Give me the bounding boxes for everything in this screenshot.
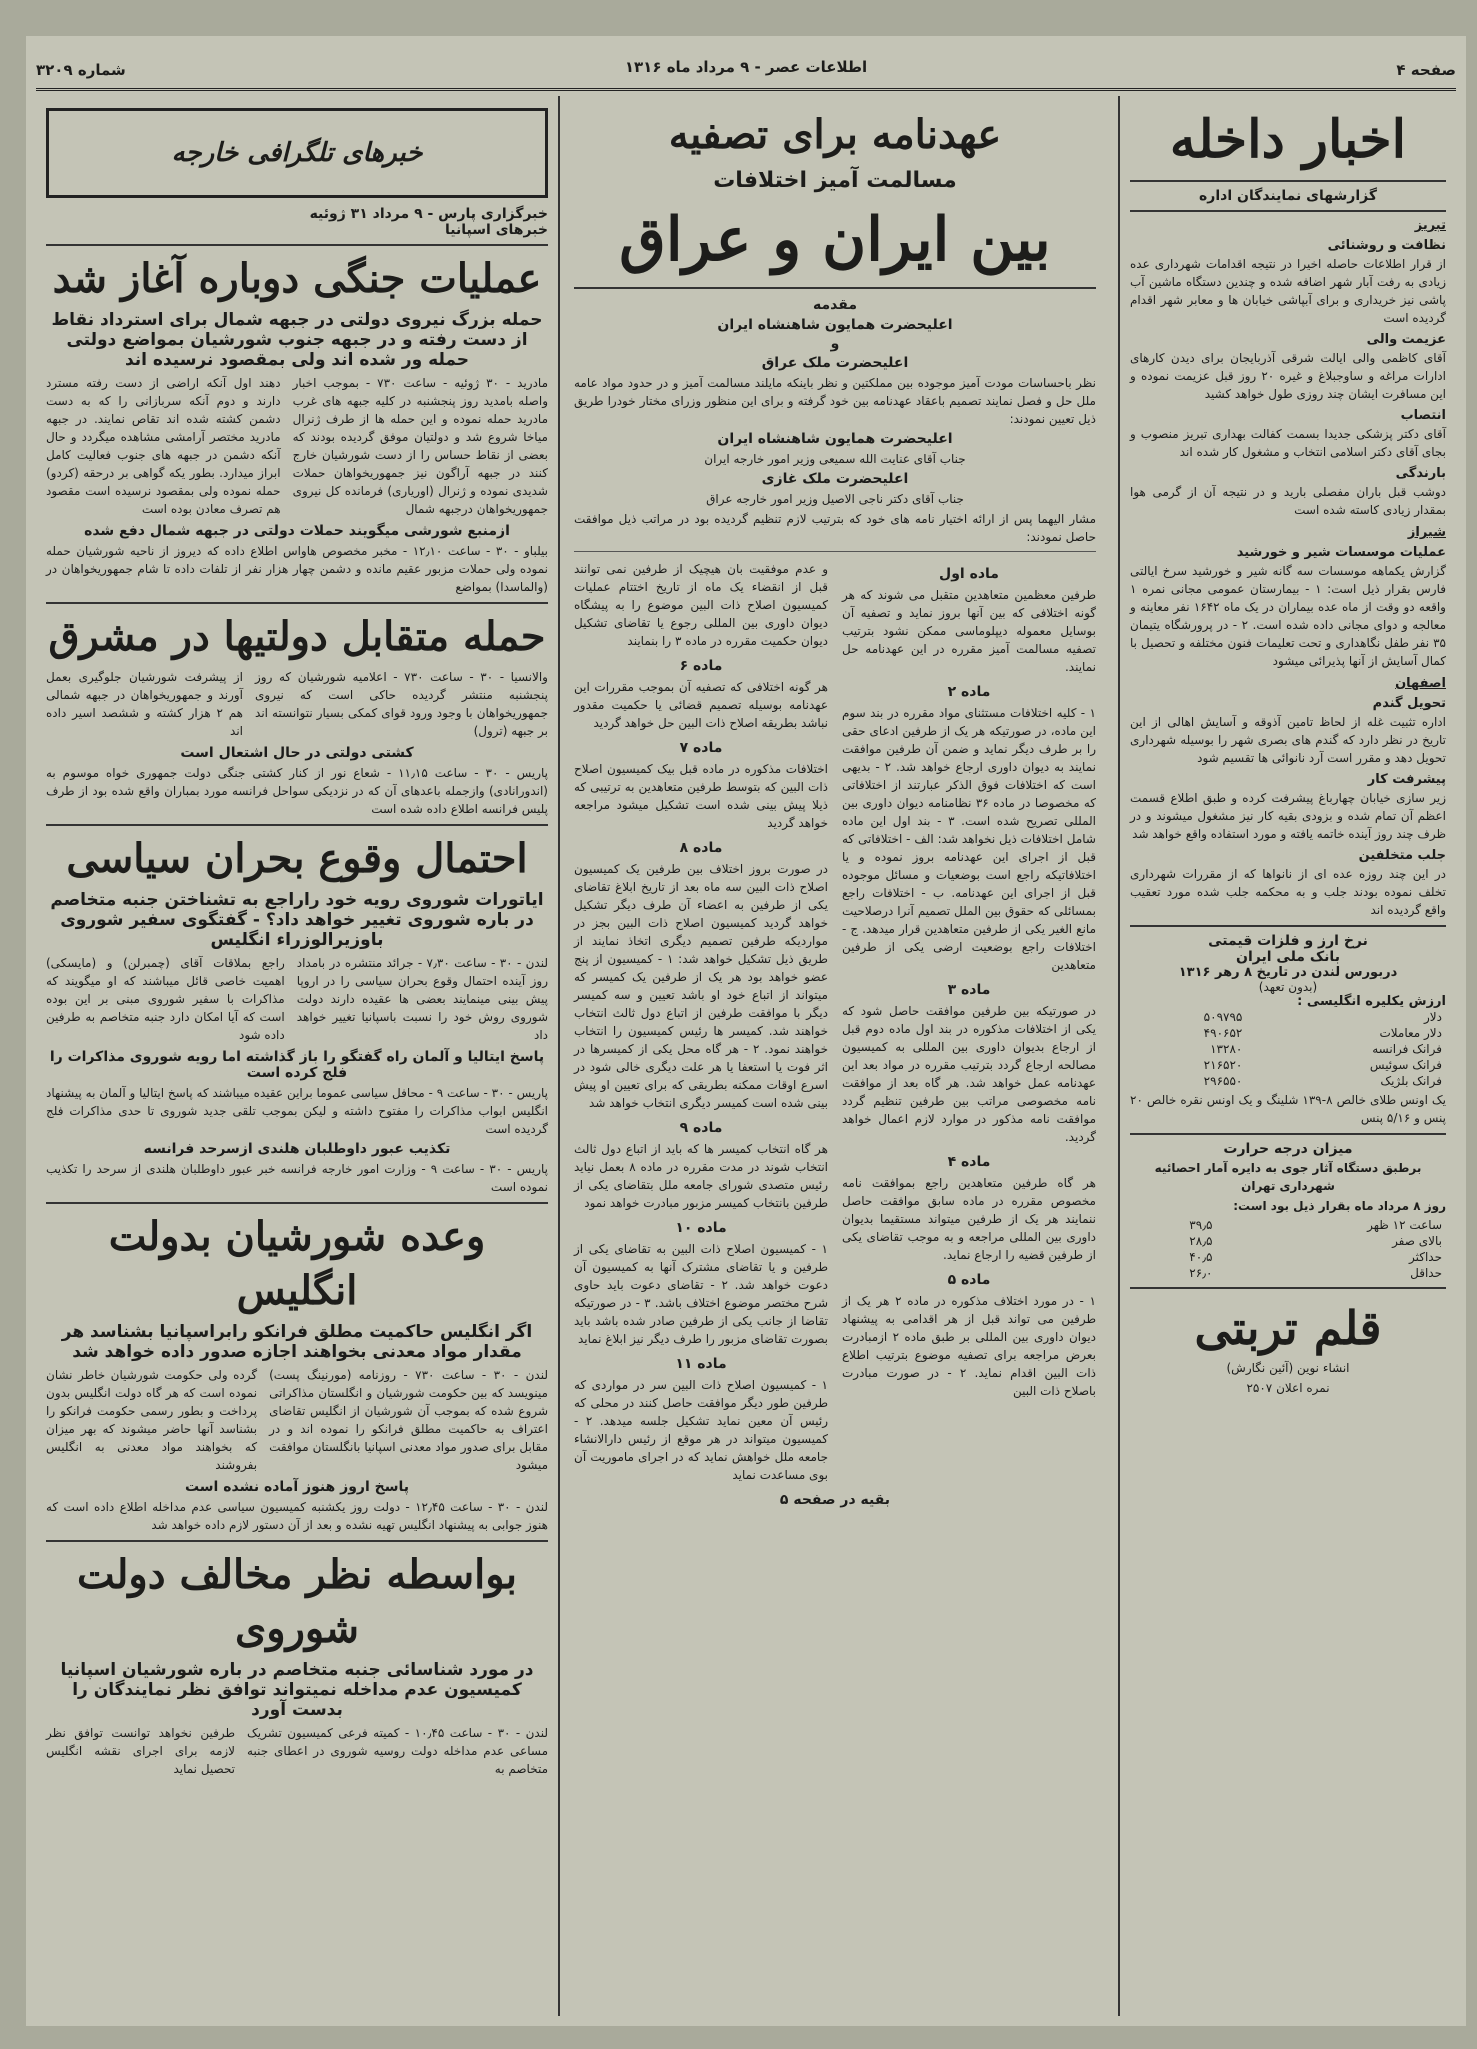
treaty-headline-2: مسالمت آمیز اختلافات xyxy=(713,168,957,193)
story-headline: حمله متقابل دولتیها در مشرق xyxy=(48,613,546,660)
party-iran: اعلیحضرت همایون شاهنشاه ایران xyxy=(717,317,953,333)
rates-extra: یک اونس طلای خالص ۸-۱۳۹ شلینگ و یک اونس نقره خالص ۲۰ پنس و ۵/۱۶ پنس xyxy=(1130,1093,1446,1125)
temperature-subtitle: برطبق دستگاه آثار جوی به دایره آمار احصائیه شهرداری تهران xyxy=(1154,1161,1422,1193)
story-text-b: طرفین نخواهد توانست توافق نظر لازمه برای اجرای نقشه انگلیس تحصیل نماید xyxy=(46,1726,236,1776)
story-subheading: پاسخ ایتالیا و آلمان راه گفتگو را باز گذاشته اما رویه شوروی مذاکرات را فلج کرده است xyxy=(49,1049,545,1081)
article-text: ۱ - در مورد اختلاف مذکوره در ماده ۲ هر یک از طرفین می تواند قبل از هر اقدامی به پیشنهاد دیوان داوری بین المللی بر طبق ماده ۲ ازمبادرت بعرض مراجعه برای تصفیه موضوع بترتیب اطلاع ذات البین اقدام نماید. ۲ - در صورت مبادرت باصلاح ذات البین xyxy=(842,1294,1096,1398)
spain-section: خبرهای اسپانیا xyxy=(445,222,548,238)
plenipotentiary2: جناب آقای دکتر ناجی الاصیل وزیر امور خارجه عراق xyxy=(706,492,964,506)
story-subheadline: در مورد شناسائی جنبه متخاصم در باره شورشیان اسپانیا کمیسیون عدم مداخله نمیتواند توافق نظر نمایندگان را بدست آورد xyxy=(60,1660,534,1720)
story-text-b: گرده ولی حکومت شورشیان خاطر نشان نموده است که هر گاه دولت انگلیس بدون پرداخت و بطور رسمی حکومت فرانکو را بشناسد آنها حاضر میشوند که بهر میزان که بخواهند مواد معدنی به انگلیس بفروشند xyxy=(46,1368,258,1472)
story-subheading-2: تکذیب عبور داوطلبان هلندی ازسرحد فرانسه xyxy=(143,1141,451,1157)
story-columns xyxy=(46,666,548,742)
ad-title: قلم تربتی xyxy=(1194,1301,1382,1355)
rate-name: دلار xyxy=(1424,1010,1442,1024)
rate-value: ۲۹۶۵۵۰ xyxy=(1203,1074,1243,1088)
foreign-news-column xyxy=(36,96,560,2016)
section-heading: نظافت و روشنائی xyxy=(1327,238,1446,253)
rates-table xyxy=(1130,1009,1446,1089)
masthead xyxy=(36,52,1456,91)
rate-row xyxy=(1130,1009,1446,1025)
rate-row xyxy=(1130,1057,1446,1073)
story-text-b: راجع بملاقات آقای (چمبرلن) و (مایسکی) اهمیت خاصی قائل میباشند که او میگویند که مذاکرات با سفیر شوروی مبنی بر این بوده است که آیا امکان دارد جنبه متخاصم به طرفین داده شود xyxy=(46,956,285,1042)
article-title: ماده ۵ xyxy=(947,1272,991,1288)
article-text: ۱ - کمیسیون اصلاح ذات البین به تقاضای یکی از طرفین و یا تقاضای مشترک آنها به کمیسیون آن دعوت خواهد شد. ۲ - تقاضای دعوت باید حاوی شرح مختصر موضوع اختلاف باشد. ۳ - در صورتیکه تقاضا از جانب یکی از طرفین صادر شده باشد باید بصورت تقاضای مزبور را طرف دیگر نیز ابلاغ نماید xyxy=(574,1242,828,1346)
masthead-title: اطلاعات عصر - ۹ مرداد ماه ۱۳۱۶ xyxy=(624,58,868,76)
plenipotentiary1: جناب آقای عنایت الله سمیعی وزیر امور خارجه ایران xyxy=(704,452,966,466)
section-heading: انتصاب xyxy=(1400,408,1446,423)
section-text: از قرار اطلاعات حاصله اخیرا در نتیجه اقدامات شهرداری عده زیادی به رفت آبار شهر اضافه شده و چندین دستگاه ماشین آب پاشی نیز خریداری و برای آبپاشی خیابان ها و معابر شهر اقدام گردیده است xyxy=(1130,257,1446,325)
temp-row xyxy=(1130,1217,1446,1233)
foreign-banner-text: خبرهای تلگرافی خارجه xyxy=(171,138,423,168)
newspaper-page xyxy=(26,36,1466,2026)
preamble-closing: مشار الیهما پس از ارائه اختیار نامه های خود که بترتیب لازم تنظیم گردیده بود در مراتب ذیل موافقت حاصل نمودند: xyxy=(574,512,1096,544)
rate-name: فرانک بلژیک xyxy=(1380,1074,1442,1088)
temp-row xyxy=(1130,1265,1446,1281)
rate-name: فرانک سوئیس xyxy=(1369,1058,1442,1072)
section-heading: تحویل گندم xyxy=(1372,696,1446,711)
temp-row xyxy=(1130,1249,1446,1265)
story-text-3: پاریس - ۳۰ - ساعت ۹ - وزارت امور خارجه فرانسه خبر عبور داوطلبان هلندی از سرحد را تکذیب نموده است xyxy=(46,1162,548,1194)
story-subheadline: حمله بزرگ نیروی دولتی در جبهه شمال برای استرداد نقاط از دست رفته و در جبهه جنوب شورشیان بمواضع دولتی حمله ور شده اند ولی بمقصود نرسیده اند xyxy=(51,310,543,370)
article-title: ماده اول xyxy=(939,566,999,582)
story-text-2: لندن - ۳۰ - ساعت ۱۲٫۴۵ - دولت روز یکشنبه کمیسیون سیاسی عدم مداخله اطلاع داده است که هنوز جوابی به پیشنهاد انگلیس تهیه نشده و بعد از آن دستور لازم داده خواهد شد xyxy=(46,1500,548,1532)
temp-row xyxy=(1130,1233,1446,1249)
section-text: گزارش یکماهه موسسات سه گانه شیر و خورشید سرخ ایالتی فارس بقرار ذیل است: ۱ - بیمارستان عمومی مجانی نمره ۱ واقعه دو وقت از ماه عده بیماران در یک ماه ۱۶۴۲ نفر معاینه و معالجه و دوای مجانی داده شده است. ۲ - در پرورشگاه یتیمان ۳۵ نفر طفل نگاهداری و تحت تعلیمات فنون مختلفه و تحصیل با کمال آسایش از آنها پذیرائی میشود xyxy=(1130,564,1446,668)
story-headline: وعده شورشیان بدولت انگلیس xyxy=(108,1213,486,1314)
story-divider xyxy=(46,824,548,826)
treaty-articles-left xyxy=(574,558,828,1486)
plenipotentiary1-title: اعلیحضرت همایون شاهنشاه ایران xyxy=(717,431,953,447)
temp-time: بالای صفر xyxy=(1392,1234,1442,1248)
section-heading: بارندگی xyxy=(1395,466,1446,481)
story-columns xyxy=(46,1364,548,1476)
story-divider xyxy=(46,602,548,604)
story-divider xyxy=(46,1202,548,1204)
story-subheading: پاسخ اروز هنوز آماده نشده است xyxy=(184,1479,410,1495)
party-iraq: اعلیحضرت ملک عراق xyxy=(761,355,909,371)
party-and: و xyxy=(830,336,840,352)
section-text: آقای دکتر پزشکی جدیدا بسمت کفالت بهداری تبریز منصوب و بجای آقای دکتر اسلامی انتخاب و مشغول کار شده اند xyxy=(1130,427,1446,459)
article-text: اختلافات مذکوره در ماده قبل بیک کمیسیون اصلاح ذات البین که بتوسط طرفین متعاهدین به ترتیبی که ذیلا پیش بینی شده است تشکیل میشود مراجعه خواهد گردید xyxy=(574,762,828,830)
preamble-text: نظر باحساسات مودت آمیز موجوده بین مملکتین و نظر باینکه مایلند مسالمت آمیز و در حدود مواد عامه ملل حل و فصل نمایند تصمیم باعقاد عهدنامه بین خود گرفته و برای این منظور وزرای مختار خودرا طریق ذیل تعیین نمودند: xyxy=(574,376,1096,426)
rate-value: ۲۱۶۵۲۰ xyxy=(1203,1058,1243,1072)
rate-name: دلار معاملات xyxy=(1379,1026,1442,1040)
domestic-title: اخبار داخله xyxy=(1169,109,1407,170)
story-text-b: دهند اول آنکه اراضی از دست رفته مسترد دارند و دوم آنکه سربازانی را که به دست دشمن کشته شده اند تقاص نمایند. در جبهه مادرید مختصر آرامشی مشاهده میگردد و حال آنکه دشمن در جبهه های جنوب فعالیت کامل ابراز میدارد. بطور یکه گواهی بر درحقه (کردو) حمله نموده ولی بمقصود نرسیده است مقصود هم تصرف معادن بوده است xyxy=(46,376,281,516)
rate-name: فرانک فرانسه xyxy=(1372,1042,1442,1056)
rates-subtitle: دربورس لندن در تاریخ ۸ رهر ۱۳۱۶ xyxy=(1178,965,1398,980)
article-title: ماده ۶ xyxy=(679,658,723,674)
section-text: زیر سازی خیابان چهارباغ پیشرفت کرده و طبق اطلاع قسمت اعظم آن تمام شده و بزودی بقیه کار نیز مشغول میشوند و در ظرف چند روز آینده خاتمه یافته و مورد استفاده واقع خواهد شد xyxy=(1130,791,1446,841)
temperature-day: روز ۸ مرداد ماه بقرار ذیل بود است: xyxy=(1233,1199,1446,1213)
section-heading: پیشرفت کار xyxy=(1367,772,1446,787)
story-subheading: ازمنبع شورشی میگویند حملات دولتی در جبهه شمال دفع شده xyxy=(84,523,510,539)
article-title: ماده ۲ xyxy=(947,684,991,700)
article-text: هر گونه اختلافی که تصفیه آن بموجب مقررات این عهدنامه بوسیله تصمیم قضائی یا حکمیت مقدور نباشد بطریقه اصلاح ذات البین حل خواهد گردید xyxy=(574,680,828,730)
foreign-stories xyxy=(46,244,548,1780)
treaty-articles-right xyxy=(842,558,1096,1486)
story-columns xyxy=(46,1722,548,1780)
treaty-continued: بقیه در صفحه ۵ xyxy=(779,1492,891,1508)
rate-row xyxy=(1130,1041,1446,1057)
story-columns xyxy=(46,952,548,1046)
section-heading: عملیات موسسات شیر و خورشید xyxy=(1236,545,1446,560)
story-text-a: لندن - ۳۰ - ساعت ۱۰٫۴۵ - کمیته فرعی کمیسیون تشریک مساعی عدم مداخله دولت روسیه شوروی در اعطای جنبه متخاصم به xyxy=(247,1726,548,1776)
section-city: تبریز xyxy=(1414,218,1446,233)
issue-number: شماره ۳۲۰۹ xyxy=(36,61,126,79)
story-text-2: پاریس - ۳۰ - ساعت ۱۱٫۱۵ - شعاع نور از کنار کشتی جنگی دولت جمهوری خواه موسوم به (اندورانادی) وازجمله باعدهای آن که در نزدیکی سواحل فرانسه مورد بمباران واقع شده بود از طرف پلیس فرانسه اطلاع داده شده است xyxy=(46,766,548,816)
story-text-b: از پیشرفت شورشیان جلوگیری بعمل آورند و جمهوریخواهان در جبهه شمالی هم ۲ هزار کشته و ششصد اسیر داده اند xyxy=(46,670,244,738)
rates-value-label: ارزش یکلیره انگلیسی : xyxy=(1297,994,1446,1009)
article-title: ماده ۴ xyxy=(947,1154,991,1170)
section-text: اداره تثبیت غله از لحاظ تامین آذوقه و آسایش اهالی از این تاریخ در نظر دارد که گندم های بصری شهر را بوسیله شهرداری تحویل دهد و مقرر است آرد نانوائی ها تقسیم شود xyxy=(1130,715,1446,765)
preamble-title: مقدمه xyxy=(813,297,857,313)
article-title: ماده ۷ xyxy=(679,740,723,756)
article-text: هر گاه طرفین متعاهدین راجع بموافقت نامه مخصوص مقرره در ماده سابق موافقت حاصل ننمایند هر یک از طرفین میتواند مستقیما بدیوان داوری بین المللی مراجعه و به موجب تقاضای یکی از طرفین قضیه را ارجاع نماید. xyxy=(842,1176,1096,1262)
section-heading: عزیمت والی xyxy=(1366,332,1446,347)
rate-value: ۴۹۰۶۵۲ xyxy=(1203,1026,1243,1040)
story-text-a: لندن - ۳۰ - ساعت ۷۳۰ - روزنامه (مورنینگ پست) مینویسد که بین حکومت شورشیان و انگلستان مذاکراتی شروع شده که بموجب آن شورشیان از انگلیس تقاضای اعتراف به حاکمیت مطلق فرانکو را نموده اند و در مقابل برای صدور مواد معدنی اسپانیا بانگلستان موافقت میشود xyxy=(269,1368,548,1472)
article-text: هر گاه انتخاب کمیسر ها که باید از اتباع دول ثالث انتخاب شوند در مدت مقرره در ماده ۸ بعمل نیاید رئیس متصدی شورای جامعه ملل بتقاضای یکی از طرفین بانتخاب کمیسر مزبور مبادرت خواهد نمود xyxy=(574,1142,828,1210)
story-text-a: والانسیا - ۳۰ - ساعت ۷۳۰ - اعلامیه شورشیان که روز پنجشنبه منتشر گردیده حاکی است که نیروی جمهوریخواهان با وجود ورود قوای کمکی بسیار نتوانسته اند بر جبهه (ترول) xyxy=(255,670,548,738)
story-subheadline: اگر انگلیس حاکمیت مطلق فرانکو رابراسپانیا بشناسد هر مقدار مواد معدنی بخواهند اجازه صدور داده خواهد شد xyxy=(61,1322,533,1362)
domestic-subtitle: گزارشهای نمایندگان اداره xyxy=(1199,188,1377,204)
section-text: آقای کاظمی والی ایالت شرقی آذربایجان برای دیدن کارهای ادارات مراغه و ساوجبلاغ و غیره ۲۰ روز قبل عزیمت نموده و این مسافرت ایشان چند روزی طول خواهد کشید xyxy=(1130,351,1446,401)
section-heading: جلب متخلفین xyxy=(1358,848,1446,863)
temp-value: ۳۹٫۵ xyxy=(1189,1218,1213,1232)
agency-line: خبرگزاری پارس - ۹ مرداد ۳۱ ژوئیه xyxy=(309,206,548,222)
article-title: ماده ۱۰ xyxy=(675,1220,727,1236)
temp-value: ۲۸٫۵ xyxy=(1189,1234,1213,1248)
temp-time: ساعت ۱۲ ظهر xyxy=(1367,1218,1442,1232)
story-subheading: کشتی دولتی در حال اشتعال است xyxy=(180,745,414,761)
rates-bank: بانک ملی ایران xyxy=(1236,949,1340,965)
domestic-sections xyxy=(1130,218,1446,919)
article-text: و عدم موفقیت بان هیچیک از طرفین نمی توانند قبل از انقضاء یک ماه از تاریخ اختتام عملیات کمیسیون اصلاح ذات البین موضوع را به پیشگاه دیوان داوری بین المللی رجوع یا تقاضای تشکیل دیوان حکمیت مقرره در ماده ۳ را بنمایند xyxy=(574,562,828,648)
section-text: در این چند روزه عده ای از نانواها که از مقررات شهرداری تخلف نموده بودند جلب و به محکمه جلب شده مورد تعقیب واقع گردیده اند xyxy=(1130,867,1446,917)
section-text: دوشب قبل باران مفصلی بارید و در نتیجه آن از گرمی هوا بمقدار زیادی کاسته شده است xyxy=(1130,485,1446,517)
article-title: ماده ۱۱ xyxy=(675,1356,727,1372)
temp-time: حداقل xyxy=(1410,1266,1442,1280)
article-title: ماده ۳ xyxy=(947,982,991,998)
story-columns xyxy=(46,372,548,520)
story-divider xyxy=(46,1540,548,1542)
article-text: در صورت بروز اختلاف بین طرفین یک کمیسیون اصلاح ذات البین سه ماه بعد از تاریخ ابلاغ تقاضای یکی از طرفین به اعضاء آن طرف دیگر تشکیل خواهد گردید کمیسیون اصلاح ذات البین بجز در مواردیکه طرفین تصمیم دیگری اتخاذ نمایند از طریق ذیل تشکیل خواهد شد: ۱ - کمیسیون از پنج عضو خواهد بود هر یک از طرفین یک کمیسر که میتواند از اتباع خود او باشد تعیین و سه کمیسر دیگر با موافقت طرفین از اتباع دول ثالث انتخاب خواهند شد. کمیسر ها رئیس کمیسیون را انتخاب خواهند نمود. ۲ - هر گاه محل یکی از کمیسرها در اثر فوت یا استعفا یا هر علت دیگری خالی شود در اسرع اوقات ممکنه بطریقی که برای تعیین او پیش بینی شده است کمیسر دیگری انتخاب خواهد شد xyxy=(574,862,828,1110)
temp-time: حداکثر xyxy=(1408,1250,1442,1264)
article-title: ماده ۹ xyxy=(679,1120,723,1136)
ad-line1: انشاء نوین (آئین نگارش) xyxy=(1226,1361,1350,1375)
article-text: در صورتیکه بین طرفین موافقت حاصل شود که یکی از اختلافات مذکوره در بند اول ماده دوم قبل از ارجاع بدیوان داوری بین المللی به کمیسیون مصالحه ارجاع گردد بترتیب مقرره در مواد بعد این عهدنامه عمل خواهد شد. هر گاه بعد از موافقت نامه مخصوصی مراتب بین طرفین تنظیم گردد موافقت نامه مذکور در موارد لازم اعمال خواهد گردید. xyxy=(842,1004,1096,1144)
treaty-headline-3: بین ایران و عراق xyxy=(619,205,1051,275)
temperature-table xyxy=(1130,1217,1446,1281)
article-text: ۱ - کمیسیون اصلاح ذات البین سر در مواردی که طرفین طور دیگر موافقت حاصل کنند در محلی که رئیس آن معین نماید تشکیل جلسه میدهد. ۲ - کمیسیون میتواند در هر موقع از رئیس دارالانشاء جامعه ملل خواهش نماید که در اجرای ماموریت آن بوی مساعدت نماید xyxy=(574,1378,828,1482)
section-city: اصفهان xyxy=(1395,676,1446,691)
article-text: ۱ - کلیه اختلافات مستثنای مواد مقرره در بند سوم این ماده، در صورتیکه هر یک از طرفین ادعای حقی را بر طرف دیگر نماید و ضمن آن طرفین موافقت نمایند به دیوان داوری ارجاع خواهد شد. ۲ - بدیهی است که اختلافات فوق الذکر عبارتند از اختلافاتی که مخصوصا در ماده ۳۶ نظامنامه دیوان داوری بین المللی تصریح شده است. ۳ - بند اول این ماده شامل اختلافات ذیل نخواهد شد: الف - اختلافاتی که قبل از اجرای این عهدنامه بروز نموده و یا اختلافاتیکه راجع است بوضعیات و مسائل موجوده قبل از اجرای این عهدنامه. ب - اختلافات راجع بمسائلی که حقوق بین الملل تصمیم آنرا درصلاحیت مانع الغیر یکی از طرفین متعاهدین قرار میدهد. ج - اختلافات راجع بوضعیت ارضی یکی از طرفین متعاهدین xyxy=(842,706,1096,972)
story-divider xyxy=(46,244,548,246)
ad-line2: نمره اعلان ۲۵۰۷ xyxy=(1246,1381,1330,1395)
foreign-banner xyxy=(46,108,548,198)
story-headline: احتمال وقوع بحران سیاسی xyxy=(66,835,528,882)
temperature-title: میزان درجه حرارت xyxy=(1223,1141,1353,1157)
rates-note: (بدون تعهد) xyxy=(1258,980,1318,994)
article-title: ماده ۸ xyxy=(679,840,723,856)
treaty-headline-1: عهدنامه برای تصفیه xyxy=(668,111,1002,158)
rate-value: ۵۰۹۷۹۵ xyxy=(1203,1010,1243,1024)
story-headline: بواسطه نظر مخالف دولت شوروی xyxy=(76,1551,518,1652)
story-text-2: بیلباو - ۳۰ - ساعت ۱۲٫۱۰ - مخبر مخصوص هاواس اطلاع داده که دیروز از ناحیه شورشیان حمله نموده ولی حملات مزبور عقیم مانده و دشمن چهار هزار نفر از تلفات داده تا شام جمهوریخواهان در (والماسدا) بمواضع xyxy=(46,544,549,594)
page-number: صفحه ۴ xyxy=(1396,61,1456,79)
rates-title: نرخ ارز و فلزات قیمتی xyxy=(1208,933,1368,949)
section-city: شیراز xyxy=(1407,525,1446,540)
rate-value: ۱۳۲۸۰ xyxy=(1210,1042,1243,1056)
story-subheadline: اياتورات شوروی رویه خود راراجع به تشناختن جنبه متخاصم در باره شوروی تغییر خواهد داد؟ - گفتگوی سفیر شوروی باوزیرالوزراء انگلیس xyxy=(50,890,544,950)
story-text-a: مادرید - ۳۰ ژوئیه - ساعت ۷۳۰ - بموجب اخبار واصله بامدید روز پنجشنبه در کلیه جبهه های غرب مادرید حمله نموده و این حمله ها از طرف ژنرال میاخا شروع شد و دولتیان موفق گردیده بودند که بعضی از نقاط حساس را از دست شورشیان خارج کنند در جبهه آراگون نیز جمهوریخواهان حملات شدیدی نموده و ژنرال (اوریاری) فرمانده کل نیروی جمهوریخواهان درجبهه شمال xyxy=(292,376,549,516)
temp-value: ۲۶٫۰ xyxy=(1189,1266,1213,1280)
temp-value: ۴۰٫۵ xyxy=(1189,1250,1213,1264)
domestic-news-column xyxy=(1118,96,1456,2016)
treaty-column xyxy=(564,96,1106,2016)
article-text: طرفین معظمین متعاهدین متقبل می شوند که هر گونه اختلافی که بین آنها بروز نماید و تصفیه آن بوسایل معموله دیپلوماسی ممکن نشود بترتیب تصفیه مسالمت آمیز مقرره در این عهدنامه حل نمایند. xyxy=(842,588,1096,674)
rate-row xyxy=(1130,1025,1446,1041)
story-text-a: لندن - ۳۰ - ساعت ۷٫۳۰ - جرائد منتشره در بامداد روز آینده احتمال وقوع بحران سیاسی را در اروپا پیش بینی مینمایند بعضی ها عقیده دارند دولت شوروی روش خود را نسبت باسپانیا تغییر خواهد داد xyxy=(296,956,548,1042)
story-headline: عملیات جنگی دوباره آغاز شد xyxy=(52,255,542,302)
rate-row xyxy=(1130,1073,1446,1089)
plenipotentiary2-title: اعلیحضرت ملک غازی xyxy=(761,471,909,487)
story-text-2: پاریس - ۳۰ - ساعت ۹ - محافل سیاسی عموما براین عقیده میباشند که پاسخ ایتالیا و آلمان به پیشنهاد انگلیس ابواب مذاکرات را مفتوح داشته و لیکن بموجب تلقی جدید شوروی تا حدی مذاکرات فلج گردیده است xyxy=(46,1086,548,1136)
